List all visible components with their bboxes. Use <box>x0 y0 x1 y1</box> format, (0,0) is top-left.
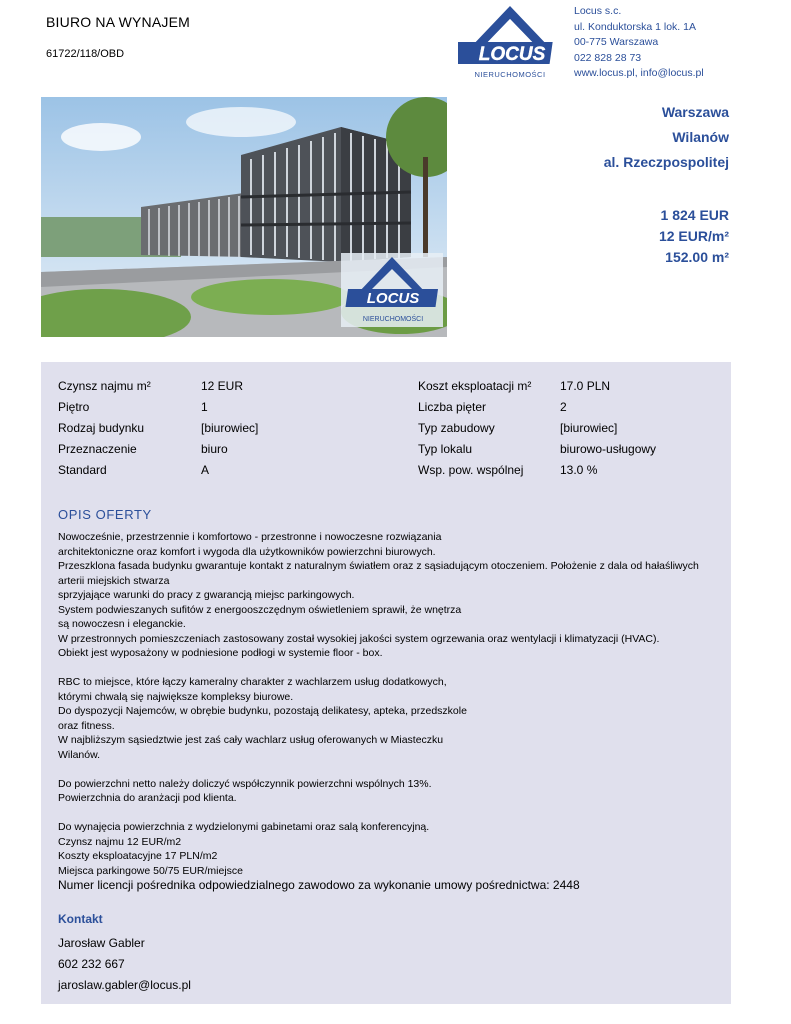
param-row <box>58 421 708 442</box>
param-label: Przeznaczenie <box>58 442 137 456</box>
description-line: arterii miejskich stwarza <box>58 574 170 587</box>
description-line: Miejsca parkingowe 50/75 EUR/miejsce <box>58 864 243 877</box>
param-value: [biurowiec] <box>201 421 259 435</box>
param-value: 2 <box>560 400 567 414</box>
photo-watermark-text: LOCUS <box>366 290 420 307</box>
company-web: www.locus.pl, info@locus.pl <box>574 67 704 79</box>
location-city: Warszawa <box>661 104 729 120</box>
price-total: 1 824 EUR <box>660 207 729 223</box>
description-line <box>58 762 718 777</box>
description-line: którymi chwalą się największe kompleksy biurowe. <box>58 690 294 703</box>
description-line: Obiekt jest wyposażony w podniesione podłogi w systemie floor - box. <box>58 647 383 659</box>
param-value: A <box>201 463 210 477</box>
param-value: biurowo-usługowy <box>560 442 657 456</box>
param-label: Rodzaj budynku <box>58 421 145 435</box>
param-label: Czynsz najmu m² <box>58 379 151 393</box>
price-summary <box>659 205 729 268</box>
contact-name: Jarosław Gabler <box>58 936 145 950</box>
contact-heading: Kontakt <box>58 912 103 926</box>
description-line: Do powierzchni netto należy doliczyć współczynnik powierzchni wspólnych 13%. <box>58 777 432 790</box>
params-table <box>58 379 708 484</box>
description-line: są nowoczesn i eleganckie. <box>58 618 186 630</box>
license-number: Numer licencji pośrednika odpowiedzialnego zawodowo za wykonanie umowy pośrednictwa: 2448 <box>58 878 580 892</box>
description-line: Powierzchnia do aranżacji pod klienta. <box>58 792 237 804</box>
param-label: Typ zabudowy <box>418 421 495 435</box>
param-label: Liczba pięter <box>418 400 487 414</box>
param-value: 13.0 % <box>560 463 598 477</box>
description-line: Czynsz najmu 12 EUR/m2 <box>58 835 182 848</box>
company-phone: 022 828 28 73 <box>574 51 642 64</box>
param-row <box>58 463 708 484</box>
param-label: Standard <box>58 463 107 477</box>
company-logo <box>458 4 562 84</box>
description-text <box>58 530 718 878</box>
description-line: architektoniczne oraz komfort i wygoda dla użytkowników powierzchni biurowych. <box>58 545 436 558</box>
offer-reference: 61722/118/OBD <box>46 48 125 60</box>
company-address-city: 00-775 Warszawa <box>574 36 659 48</box>
param-label: Wsp. pow. wspólnej <box>418 463 524 477</box>
company-address-street: ul. Konduktorska 1 lok. 1A <box>574 20 696 33</box>
contact-email: jaroslaw.gabler@locus.pl <box>58 978 191 992</box>
param-value: 1 <box>201 400 208 414</box>
param-value: 12 EUR <box>201 379 244 393</box>
description-line: RBC to miejsce, które łączy kameralny charakter z wachlarzem usług dodatkowych, <box>58 676 447 688</box>
description-line: W przestronnych pomieszczeniach zastosowany został wysokiej jakości system ogrzewania oraz wentylacji i klimatyzacji (HVAC). <box>58 632 660 645</box>
param-label: Koszt eksploatacji m² <box>418 379 532 393</box>
company-name: Locus s.c. <box>574 5 622 17</box>
param-value: 17.0 PLN <box>560 379 611 393</box>
details-panel <box>41 362 731 1004</box>
description-line: Wilanów. <box>58 748 101 761</box>
param-value: biuro <box>201 442 228 456</box>
param-row <box>58 400 708 421</box>
location-district: Wilanów <box>672 129 729 145</box>
description-line: Nowocześnie, przestrzennie i komfortowo - przestronne i nowoczesne rozwiązania <box>58 531 442 543</box>
company-info <box>574 4 704 82</box>
param-row <box>58 442 708 463</box>
contact-phone: 602 232 667 <box>58 957 125 971</box>
param-label: Typ lokalu <box>418 442 473 456</box>
description-heading: OPIS OFERTY <box>58 507 152 522</box>
location <box>604 100 729 175</box>
price-per-m2: 12 EUR/m² <box>658 228 729 244</box>
description-line <box>58 661 718 676</box>
logo-text: LOCUS <box>478 44 546 65</box>
contact-info <box>58 933 191 996</box>
description-line: W najbliższym sąsiedztwie jest zaś cały wachlarz usług oferowanych w Miasteczku <box>58 734 444 746</box>
description-line: Do dyspozycji Najemców, w obrębie budynku, pozostają delikatesy, apteka, przedszkole <box>58 705 467 717</box>
description-line: Przeszklona fasada budynku gwarantuje kontakt z naturalnym światłem oraz z sąsiadującym otoczeniem. Położenie z dala od hałaśliwych <box>58 560 699 572</box>
description-line: Koszty eksploatacyjne 17 PLN/m2 <box>58 850 218 862</box>
property-photo <box>41 97 447 337</box>
location-street: al. Rzeczpospolitej <box>603 154 729 170</box>
description-line: sprzyjające warunki do pracy z gwarancją miejsc parkingowych. <box>58 589 355 601</box>
description-line <box>58 806 718 821</box>
description-line: Do wynajęcia powierzchnia z wydzielonymi gabinetami oraz salą konferencyjną. <box>58 821 430 833</box>
area: 152.00 m² <box>665 249 729 265</box>
page-title: BIURO NA WYNAJEM <box>46 14 190 30</box>
description-line: oraz fitness. <box>58 719 115 732</box>
param-value: [biurowiec] <box>560 421 618 435</box>
logo-subtitle: NIERUCHOMOŚCI <box>474 70 546 79</box>
photo-watermark-sub: NIERUCHOMOŚCI <box>362 316 424 323</box>
param-label: Piętro <box>58 400 90 414</box>
param-row <box>58 379 708 400</box>
description-line: System podwieszanych sufitów z energooszczędnym oświetleniem sprawił, że wnętrza <box>58 603 462 616</box>
